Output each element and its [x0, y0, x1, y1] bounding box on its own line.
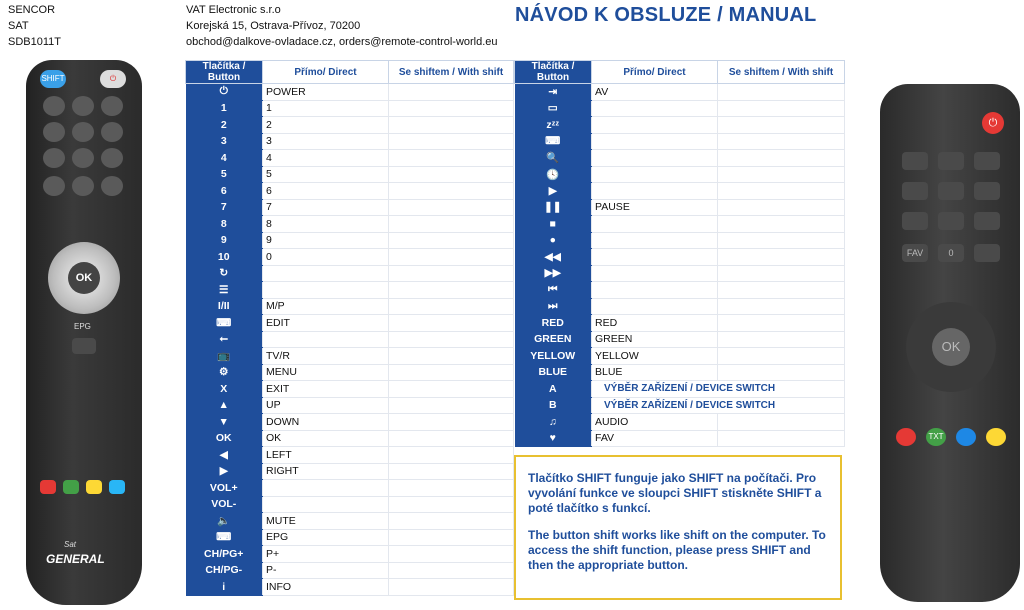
shift-function [389, 480, 514, 497]
table-row [186, 430, 514, 447]
ok-button-graphic: OK [932, 328, 970, 366]
table-row [186, 447, 514, 464]
col-header-shift: Se shiftem / With shift [389, 61, 514, 84]
note-czech: Tlačítko SHIFT funguje jako SHIFT na počítači. Pro vyvolání funkce ve sloupci SHIFT stiskněte SHIFT a poté tlačítko s funkcí. [528, 471, 822, 515]
button-symbol: 🔍 [515, 150, 592, 167]
button-symbol: 7 [186, 199, 263, 216]
table-row [515, 414, 845, 431]
button-symbol: I/II [186, 298, 263, 315]
direct-function: 0 [263, 249, 389, 266]
button-symbol: RED [515, 315, 592, 332]
shift-function [389, 216, 514, 233]
direct-function: PAUSE [592, 199, 718, 216]
table-row [186, 282, 514, 299]
button-symbol: ⌨ [515, 133, 592, 150]
type-line: SAT [8, 20, 29, 32]
table-row [186, 397, 514, 414]
shift-function [389, 513, 514, 530]
shift-function [389, 496, 514, 513]
direct-function: AV [592, 84, 718, 101]
table-row [515, 166, 845, 183]
col-header-direct: Přímo/ Direct [263, 61, 389, 84]
brand-sub: Sat [64, 540, 77, 549]
table-row [186, 249, 514, 266]
shift-function [718, 430, 845, 447]
shift-function [389, 430, 514, 447]
shift-note [514, 455, 842, 600]
direct-function [263, 265, 389, 282]
direct-function: 8 [263, 216, 389, 233]
direct-function: 7 [263, 199, 389, 216]
table-row [515, 397, 845, 414]
remote-left-image [26, 60, 142, 605]
button-symbol: 6 [186, 183, 263, 200]
direct-function: 5 [263, 166, 389, 183]
direct-function: 6 [263, 183, 389, 200]
table-row [186, 513, 514, 530]
model-line: SDB1011T [8, 36, 61, 48]
company-emails: obchod@dalkove-ovladace.cz, orders@remote-control-world.eu [186, 36, 498, 48]
shift-function [389, 331, 514, 348]
shift-function [718, 315, 845, 332]
direct-function [592, 216, 718, 233]
shift-function [718, 249, 845, 266]
table-row [186, 166, 514, 183]
button-symbol: ⏻ [186, 84, 263, 101]
button-symbol: ⌨ [186, 315, 263, 332]
shift-function [718, 117, 845, 134]
shift-function [718, 133, 845, 150]
button-symbol: ■ [515, 216, 592, 233]
shift-function [389, 133, 514, 150]
table-row [186, 100, 514, 117]
direct-function: VÝBĚR ZAŘÍZENÍ / DEVICE SWITCH [592, 381, 845, 398]
table-row [186, 496, 514, 513]
direct-function: EPG [263, 529, 389, 546]
direct-function: AUDIO [592, 414, 718, 431]
shift-function [389, 166, 514, 183]
shift-function [718, 414, 845, 431]
shift-function [389, 463, 514, 480]
direct-function: LEFT [263, 447, 389, 464]
direct-function: M/P [263, 298, 389, 315]
table-row [186, 183, 514, 200]
button-symbol: 1 [186, 100, 263, 117]
shift-function [389, 183, 514, 200]
button-symbol: 3 [186, 133, 263, 150]
table-row [186, 315, 514, 332]
direct-function: P+ [263, 546, 389, 563]
table-row [186, 216, 514, 233]
shift-function [389, 100, 514, 117]
button-symbol: ⏮ [515, 282, 592, 299]
table-row [186, 150, 514, 167]
table-row [515, 133, 845, 150]
table-row [515, 430, 845, 447]
button-symbol: A [515, 381, 592, 398]
col-header-button: Tlačítka / Button [186, 61, 263, 84]
power-icon: ⏻ [982, 112, 1004, 134]
table-row [186, 480, 514, 497]
shift-function [718, 232, 845, 249]
table-row [515, 381, 845, 398]
shift-function [389, 232, 514, 249]
direct-function [592, 265, 718, 282]
shift-function [718, 348, 845, 365]
button-symbol: ⚙ [186, 364, 263, 381]
button-symbol: 10 [186, 249, 263, 266]
table-row [515, 364, 845, 381]
shift-function [389, 199, 514, 216]
shift-function [389, 381, 514, 398]
table-row [186, 232, 514, 249]
table-row [515, 199, 845, 216]
direct-function [263, 480, 389, 497]
shift-function [389, 414, 514, 431]
button-symbol: 🔈 [186, 513, 263, 530]
table-row [515, 348, 845, 365]
table-row [515, 265, 845, 282]
shift-function [718, 183, 845, 200]
shift-function [718, 199, 845, 216]
direct-function [263, 496, 389, 513]
table-row [515, 100, 845, 117]
direct-function [592, 166, 718, 183]
direct-function: GREEN [592, 331, 718, 348]
shift-function [389, 397, 514, 414]
page-title: NÁVOD K OBSLUZE / MANUAL [515, 4, 817, 26]
epg-label: EPG [74, 322, 91, 331]
power-icon: ⏻ [100, 70, 126, 88]
table-row [186, 414, 514, 431]
button-symbol: 📺 [186, 348, 263, 365]
table-row [515, 282, 845, 299]
remote-right-image [880, 84, 1020, 602]
direct-function: UP [263, 397, 389, 414]
shift-function [718, 100, 845, 117]
table-row [186, 348, 514, 365]
shift-function [389, 84, 514, 101]
direct-function [592, 282, 718, 299]
button-symbol: ▭ [515, 100, 592, 117]
company-name: VAT Electronic s.r.o [186, 4, 281, 16]
table-row [515, 150, 845, 167]
company-address: Korejská 15, Ostrava-Přívoz, 70200 [186, 20, 361, 32]
button-symbol: ▶ [515, 183, 592, 200]
button-symbol: ◀ [186, 447, 263, 464]
button-symbol: GREEN [515, 331, 592, 348]
shift-function [389, 315, 514, 332]
button-symbol: BLUE [515, 364, 592, 381]
table-row [515, 331, 845, 348]
button-symbol: 🕓 [515, 166, 592, 183]
direct-function [592, 133, 718, 150]
shift-function [389, 265, 514, 282]
direct-function: RED [592, 315, 718, 332]
direct-function: 9 [263, 232, 389, 249]
direct-function: OK [263, 430, 389, 447]
button-symbol: CH/PG- [186, 562, 263, 579]
shift-function [389, 249, 514, 266]
col-header-direct: Přímo/ Direct [592, 61, 718, 84]
button-symbol: ⌨ [186, 529, 263, 546]
button-table-right [514, 60, 845, 447]
button-symbol: ♥ [515, 430, 592, 447]
shift-function [389, 282, 514, 299]
table-row [515, 315, 845, 332]
direct-function: TV/R [263, 348, 389, 365]
button-symbol: VOL+ [186, 480, 263, 497]
fav-button-graphic: FAV [902, 244, 928, 262]
direct-function [592, 150, 718, 167]
table-row [186, 529, 514, 546]
shift-button: SHIFT [40, 70, 66, 88]
direct-function [592, 232, 718, 249]
shift-function [389, 546, 514, 563]
table-row [515, 183, 845, 200]
table-row [186, 546, 514, 563]
button-symbol: CH/PG+ [186, 546, 263, 563]
table-row [515, 216, 845, 233]
table-row [186, 117, 514, 134]
button-symbol: 8 [186, 216, 263, 233]
button-symbol: ▶ [186, 463, 263, 480]
shift-function [718, 216, 845, 233]
button-symbol: 4 [186, 150, 263, 167]
table-row [186, 298, 514, 315]
button-symbol: B [515, 397, 592, 414]
button-symbol: ☰ [186, 282, 263, 299]
company-info [186, 2, 498, 50]
shift-function [389, 579, 514, 596]
button-symbol: ▶▶ [515, 265, 592, 282]
brand-line: SENCOR [8, 4, 56, 16]
direct-function: RIGHT [263, 463, 389, 480]
direct-function: MUTE [263, 513, 389, 530]
table-row [186, 133, 514, 150]
direct-function [592, 100, 718, 117]
direct-function [263, 282, 389, 299]
shift-function [389, 364, 514, 381]
direct-function [592, 117, 718, 134]
button-symbol: ↻ [186, 265, 263, 282]
direct-function: INFO [263, 579, 389, 596]
button-symbol: ● [515, 232, 592, 249]
shift-function [718, 150, 845, 167]
shift-function [718, 265, 845, 282]
button-symbol: zᶻᶻ [515, 117, 592, 134]
button-symbol: 2 [186, 117, 263, 134]
direct-function: EDIT [263, 315, 389, 332]
direct-function: DOWN [263, 414, 389, 431]
shift-function [389, 447, 514, 464]
button-symbol: X [186, 381, 263, 398]
brand-logo: GENERAL [46, 552, 105, 566]
table-row [515, 232, 845, 249]
direct-function: 1 [263, 100, 389, 117]
shift-function [718, 84, 845, 101]
shift-function [389, 150, 514, 167]
button-symbol: ⏭ [515, 298, 592, 315]
direct-function: MENU [263, 364, 389, 381]
ok-button-graphic: OK [68, 262, 100, 294]
shift-function [389, 117, 514, 134]
table-row [515, 298, 845, 315]
direct-function: VÝBĚR ZAŘÍZENÍ / DEVICE SWITCH [592, 397, 845, 414]
shift-function [718, 282, 845, 299]
button-symbol: ▼ [186, 414, 263, 431]
button-table-left [185, 60, 514, 596]
shift-function [389, 298, 514, 315]
button-symbol: ⇥ [515, 84, 592, 101]
button-symbol: i [186, 579, 263, 596]
table-row [515, 117, 845, 134]
direct-function [592, 249, 718, 266]
button-symbol: VOL- [186, 496, 263, 513]
model-info [8, 2, 61, 50]
direct-function: EXIT [263, 381, 389, 398]
button-symbol: OK [186, 430, 263, 447]
table-row [186, 381, 514, 398]
button-symbol: ❚❚ [515, 199, 592, 216]
direct-function: FAV [592, 430, 718, 447]
shift-function [389, 562, 514, 579]
table-row [186, 199, 514, 216]
direct-function: POWER [263, 84, 389, 101]
zero-button-graphic: 0 [938, 244, 964, 262]
table-row [186, 364, 514, 381]
col-header-button: Tlačítka / Button [515, 61, 592, 84]
direct-function: P- [263, 562, 389, 579]
direct-function: 4 [263, 150, 389, 167]
shift-function [389, 529, 514, 546]
button-symbol: ▲ [186, 397, 263, 414]
table-row [515, 249, 845, 266]
button-symbol: 9 [186, 232, 263, 249]
table-row [515, 84, 845, 101]
shift-function [718, 331, 845, 348]
table-row [186, 84, 514, 101]
table-row [186, 463, 514, 480]
button-symbol: 5 [186, 166, 263, 183]
shift-function [718, 166, 845, 183]
shift-function [718, 298, 845, 315]
note-english: The button shift works like shift on the computer. To access the shift function, please press SHIFT and then the appropriate button. [528, 528, 826, 572]
direct-function: 3 [263, 133, 389, 150]
button-symbol: ♫ [515, 414, 592, 431]
shift-function [389, 348, 514, 365]
table-row [186, 265, 514, 282]
table-row [186, 562, 514, 579]
shift-function [718, 364, 845, 381]
button-symbol: ◀◀ [515, 249, 592, 266]
txt-button-graphic: TXT [926, 428, 946, 446]
table-row [186, 331, 514, 348]
button-symbol: YELLOW [515, 348, 592, 365]
button-symbol: ⭠ [186, 331, 263, 348]
direct-function: 2 [263, 117, 389, 134]
direct-function [592, 298, 718, 315]
table-row [186, 579, 514, 596]
direct-function: BLUE [592, 364, 718, 381]
col-header-shift: Se shiftem / With shift [718, 61, 845, 84]
direct-function [263, 331, 389, 348]
direct-function [592, 183, 718, 200]
direct-function: YELLOW [592, 348, 718, 365]
